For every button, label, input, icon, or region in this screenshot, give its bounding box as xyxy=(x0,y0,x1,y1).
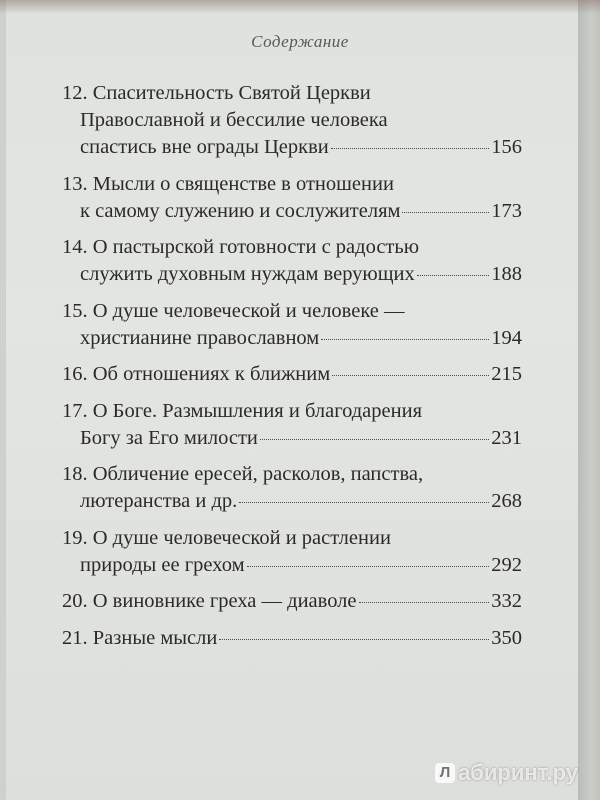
dot-leader xyxy=(331,148,490,149)
table-of-contents xyxy=(62,80,522,661)
toc-entry-text: лютеранства и др. xyxy=(80,490,238,512)
top-shadow xyxy=(0,0,600,14)
page-number: 231 xyxy=(491,426,522,449)
toc-entry-last-line xyxy=(62,198,522,225)
watermark-text: абиринт.ру xyxy=(458,760,578,785)
toc-entry-last-line xyxy=(62,361,522,388)
toc-entry-last-line xyxy=(62,134,522,161)
toc-entry xyxy=(62,625,522,652)
toc-entry-text: 20. О виновнике греха — диаволе xyxy=(62,590,357,612)
page-number: 292 xyxy=(491,553,522,576)
toc-entry-line: 17. О Боге. Размышления и благодарения xyxy=(62,399,423,422)
page-number: 332 xyxy=(491,590,522,612)
toc-entry xyxy=(62,171,522,225)
dot-leader xyxy=(417,275,490,276)
toc-entry-line: 12. Спасительность Святой Церкви xyxy=(62,82,371,104)
toc-entry-text: 21. Разные мысли xyxy=(62,626,218,649)
page-number: 173 xyxy=(491,199,522,222)
toc-entry-last-line xyxy=(62,425,522,452)
page-number: 215 xyxy=(491,363,522,385)
running-head: Содержание xyxy=(251,32,349,51)
page-edge xyxy=(578,0,600,800)
toc-entry-text: спастись вне ограды Церкви xyxy=(80,136,329,158)
toc-entry-text: служить духовным нуждам верующих xyxy=(80,263,415,285)
dot-leader xyxy=(247,566,490,567)
page-number: 188 xyxy=(491,263,522,285)
toc-entry xyxy=(62,461,522,515)
toc-entry-text: Богу за Его милости xyxy=(80,426,258,449)
toc-entry xyxy=(62,361,522,388)
page-number: 156 xyxy=(491,136,522,158)
toc-entry-last-line xyxy=(62,588,522,615)
page-number: 350 xyxy=(491,626,522,649)
toc-entry xyxy=(62,234,522,288)
labirint-logo-icon: Л xyxy=(435,763,455,783)
page-number: 268 xyxy=(491,490,522,512)
toc-entry-text: 16. Об отношениях к ближним xyxy=(62,363,331,385)
dot-leader xyxy=(260,439,489,440)
toc-entry xyxy=(62,525,522,579)
toc-entry-line: 18. Обличение ересей, расколов, папства, xyxy=(62,463,424,485)
dot-leader xyxy=(402,212,489,213)
toc-entry-text: природы ее грехом xyxy=(80,553,245,576)
dot-leader xyxy=(332,375,489,376)
toc-entry-last-line xyxy=(62,488,522,515)
toc-entry xyxy=(62,588,522,615)
dot-leader xyxy=(359,602,490,603)
page-number: 194 xyxy=(491,326,522,349)
toc-entry-last-line xyxy=(62,325,522,352)
dot-leader xyxy=(321,339,489,340)
dot-leader xyxy=(219,639,489,640)
toc-entry xyxy=(62,80,522,161)
toc-entry-last-line xyxy=(62,261,522,288)
toc-entry-line: 19. О душе человеческой и растлении xyxy=(62,526,391,549)
dot-leader xyxy=(239,502,489,503)
toc-entry xyxy=(62,398,522,452)
toc-entry-line: 15. О душе человеческой и человеке — xyxy=(62,299,405,322)
toc-entry-text: к самому служению и сослужителям xyxy=(80,199,401,222)
toc-entry-line: 13. Мысли о священстве в отношении xyxy=(62,172,394,195)
toc-entry-last-line xyxy=(62,625,522,652)
toc-entry-line: 14. О пастырской готовности с радостью xyxy=(62,236,420,258)
toc-entry-line: Православной и бессилие человека xyxy=(80,109,388,131)
toc-entry-last-line xyxy=(62,552,522,579)
toc-entry xyxy=(62,298,522,352)
watermark xyxy=(435,760,578,786)
toc-entry-text: христианине православном xyxy=(80,326,320,349)
